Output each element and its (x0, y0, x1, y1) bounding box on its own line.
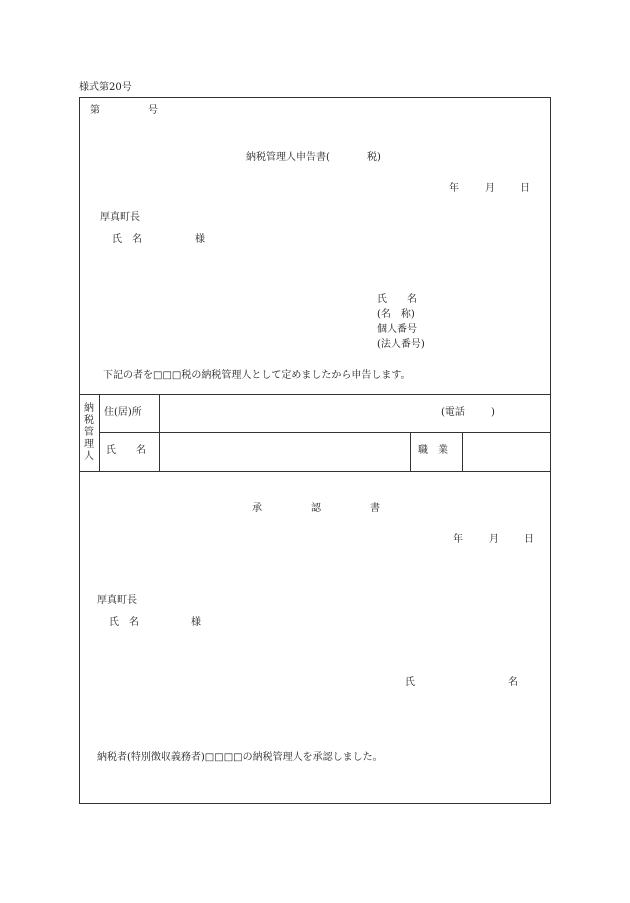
application-date-day: 日 (520, 183, 530, 194)
side-label-char: 納 (84, 402, 94, 414)
approval-date-year: 年 (453, 534, 463, 545)
approval-addressee: 厚真町長 (97, 595, 137, 606)
side-label-char: 管 (84, 426, 94, 438)
approval-title-char-3: 書 (370, 503, 380, 514)
table-label-divider (159, 394, 160, 471)
application-statement: 下記の者を□□□税の納税管理人として定めましたから申告します。 (103, 370, 411, 381)
approval-date-month: 月 (489, 534, 499, 545)
number-prefix: 第 (90, 105, 100, 116)
side-label-char: 税 (84, 414, 94, 426)
tax-manager-side-label (79, 394, 99, 471)
form-number: 様式第20号 (79, 82, 132, 93)
table-occupation-left-divider (410, 432, 411, 471)
applicant-personal-number-label: 個人番号 (377, 324, 417, 335)
application-addressee: 厚真町長 (100, 212, 140, 223)
approval-statement: 納税者(特別徴収義務者)□□□□の納税管理人を承認しました。 (97, 752, 383, 763)
phone-label: (電話 (441, 407, 465, 418)
approval-addressee-name-label: 氏 名 (109, 617, 139, 628)
table-side-divider (99, 394, 100, 471)
application-title-tax: 税) (367, 152, 381, 163)
approval-title-char-2: 認 (311, 503, 321, 514)
form-frame (79, 97, 551, 804)
table-top-rule (79, 394, 551, 395)
table-middle-rule (99, 432, 551, 433)
side-label-char: 人 (84, 450, 94, 462)
approval-signer-shi: 氏 (405, 677, 415, 688)
approval-addressee-sama: 様 (191, 617, 201, 628)
approval-title-char-1: 承 (252, 503, 262, 514)
number-suffix: 号 (148, 105, 158, 116)
application-date-year: 年 (449, 183, 459, 194)
table-bottom-rule (79, 471, 551, 472)
application-date-month: 月 (485, 183, 495, 194)
side-label-char: 理 (84, 438, 94, 450)
phone-label-close: ) (491, 407, 495, 418)
applicant-corporate-number-label: (法人番号) (377, 339, 425, 350)
approval-date-day: 日 (524, 534, 534, 545)
applicant-name-label: 氏 名 (377, 294, 417, 305)
application-title: 納税管理人申告書( (246, 152, 330, 163)
table-occupation-right-divider (462, 432, 463, 471)
applicant-name-alt-label: (名 称) (377, 309, 415, 320)
occupation-label: 職 業 (418, 445, 448, 456)
address-label: 住(居)所 (104, 407, 142, 418)
manager-name-label: 氏 名 (106, 445, 146, 456)
application-addressee-name-label: 氏 名 (112, 234, 142, 245)
application-addressee-sama: 様 (195, 234, 205, 245)
approval-signer-mei: 名 (508, 677, 518, 688)
